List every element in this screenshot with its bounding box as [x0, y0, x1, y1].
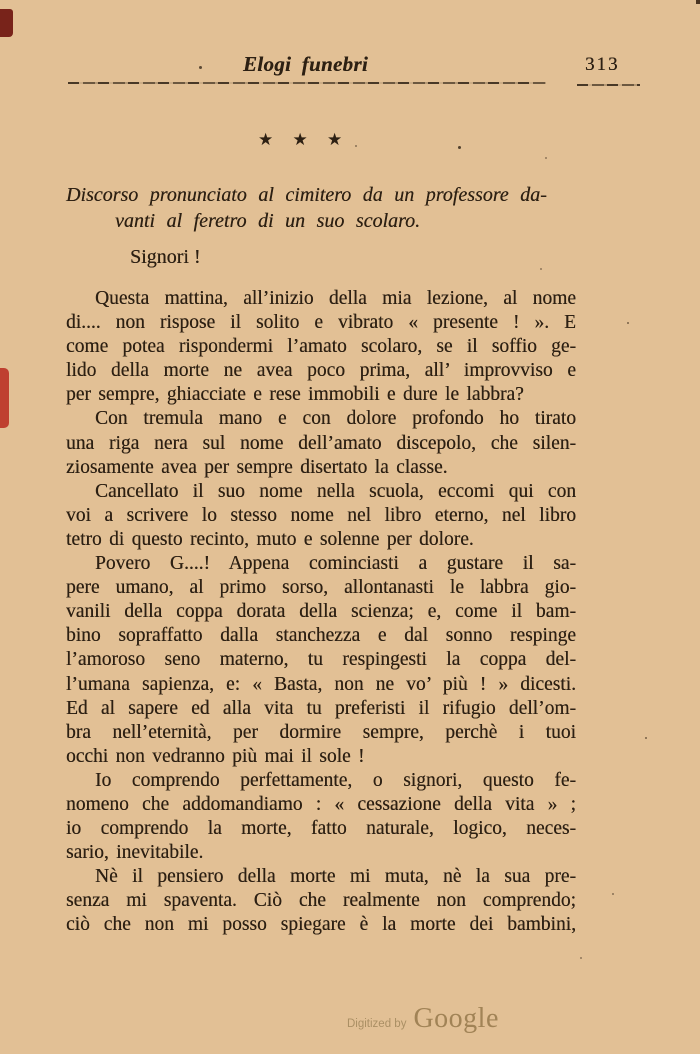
paragraph	[66, 407, 576, 479]
text-line: come potea rispondermi l’amato scolaro, se il soffio ge-	[66, 336, 576, 358]
text-line: ciò che non mi posso spiegare è la morte dei bambini,	[66, 914, 576, 936]
page-number: 313	[585, 54, 620, 75]
text-line: voi a scrivere lo stesso nome nel libro eterno, nel libro	[66, 504, 576, 526]
ink-speck	[545, 157, 547, 159]
text-line: sario, inevitabile.	[66, 842, 204, 864]
ink-speck	[645, 737, 647, 739]
text-line: bino sopraffatto dalla stanchezza e dal sonno respinge	[66, 625, 576, 647]
ink-speck	[580, 957, 582, 959]
text-line: senza mi spaventa. Ciò che realmente non comprendo;	[66, 890, 576, 912]
google-wordmark: Google	[413, 1003, 499, 1034]
ink-speck	[627, 322, 629, 324]
paragraph	[66, 552, 576, 769]
ink-speck	[612, 893, 614, 895]
text-line: per sempre, ghiacciate e rese immobili e dure le labbra?	[66, 384, 524, 406]
text-line: Con tremula mano e con dolore profondo ho tirato	[95, 408, 576, 430]
star-ornament: ★ ★ ★	[258, 130, 343, 149]
text-line: vanili della coppa dorata della scienza; e, come il bam-	[66, 601, 576, 623]
page-corner-speck	[696, 0, 700, 4]
text-line: Nè il pensiero della morte mi muta, nè la sua pre-	[95, 866, 576, 888]
text-line: ziosamente avea per sempre disertato la classe.	[66, 456, 448, 478]
text-line: occhi non vedranno più mai il sole !	[66, 745, 365, 767]
text-line: l’amoroso seno materno, tu respingesti la coppa del-	[66, 649, 576, 671]
paragraph	[66, 287, 576, 407]
text-line: tetro di questo recinto, muto e solenne per dolore.	[66, 528, 474, 550]
ink-speck	[458, 146, 461, 149]
section-heading	[66, 182, 578, 234]
red-ink-corner-mark	[0, 9, 13, 37]
running-header-title: Elogi funebri	[243, 52, 369, 76]
salutation: Signori !	[130, 246, 201, 268]
text-line: l’umana sapienza, e: « Basta, non ne vo’ più ! » dicesti.	[66, 673, 576, 695]
text-line: nomeno che addomandiamo : « cessazione della vita » ;	[66, 793, 576, 815]
heading-line: Discorso pronunciato al cimitero da un professore da-	[66, 184, 547, 206]
text-line: Povero G....! Appena cominciasti a gustare il sa-	[95, 553, 576, 575]
ink-speck	[540, 268, 542, 270]
text-line: di.... non rispose il solito e vibrato « presente ! ». E	[66, 312, 576, 334]
header-rule-segment	[577, 84, 640, 86]
text-line: una riga nera sul nome dell’amato discepolo, che silen-	[66, 432, 576, 454]
paragraph	[66, 769, 576, 865]
text-line: lido della morte ne avea poco prima, all’ improvviso e	[66, 360, 576, 382]
body-text	[66, 287, 576, 938]
paragraph	[66, 480, 576, 552]
text-line: io comprendo la morte, fatto naturale, logico, neces-	[66, 818, 576, 840]
red-ink-edge-mark	[0, 368, 9, 428]
ink-speck	[199, 66, 202, 69]
footer	[347, 1003, 499, 1035]
paragraph	[66, 865, 576, 937]
digitized-by-label: Digitized by	[347, 1018, 407, 1030]
text-line: pere umano, al primo sorso, allontanasti le labbra gio-	[66, 577, 576, 599]
text-line: Ed al sapere ed alla vita tu preferisti il rifugio dell’om-	[66, 697, 576, 719]
text-line: bra nell’eternità, per dormire sempre, perchè i tuoi	[66, 721, 576, 743]
heading-line: vanti al feretro di un suo scolaro.	[115, 210, 421, 232]
ink-speck	[355, 145, 357, 147]
text-line: Questa mattina, all’inizio della mia lezione, al nome	[95, 288, 576, 309]
text-line: Io comprendo perfettamente, o signori, questo fe-	[95, 769, 576, 791]
header-rule	[68, 82, 546, 84]
text-line: Cancellato il suo nome nella scuola, eccomi qui con	[95, 480, 576, 502]
